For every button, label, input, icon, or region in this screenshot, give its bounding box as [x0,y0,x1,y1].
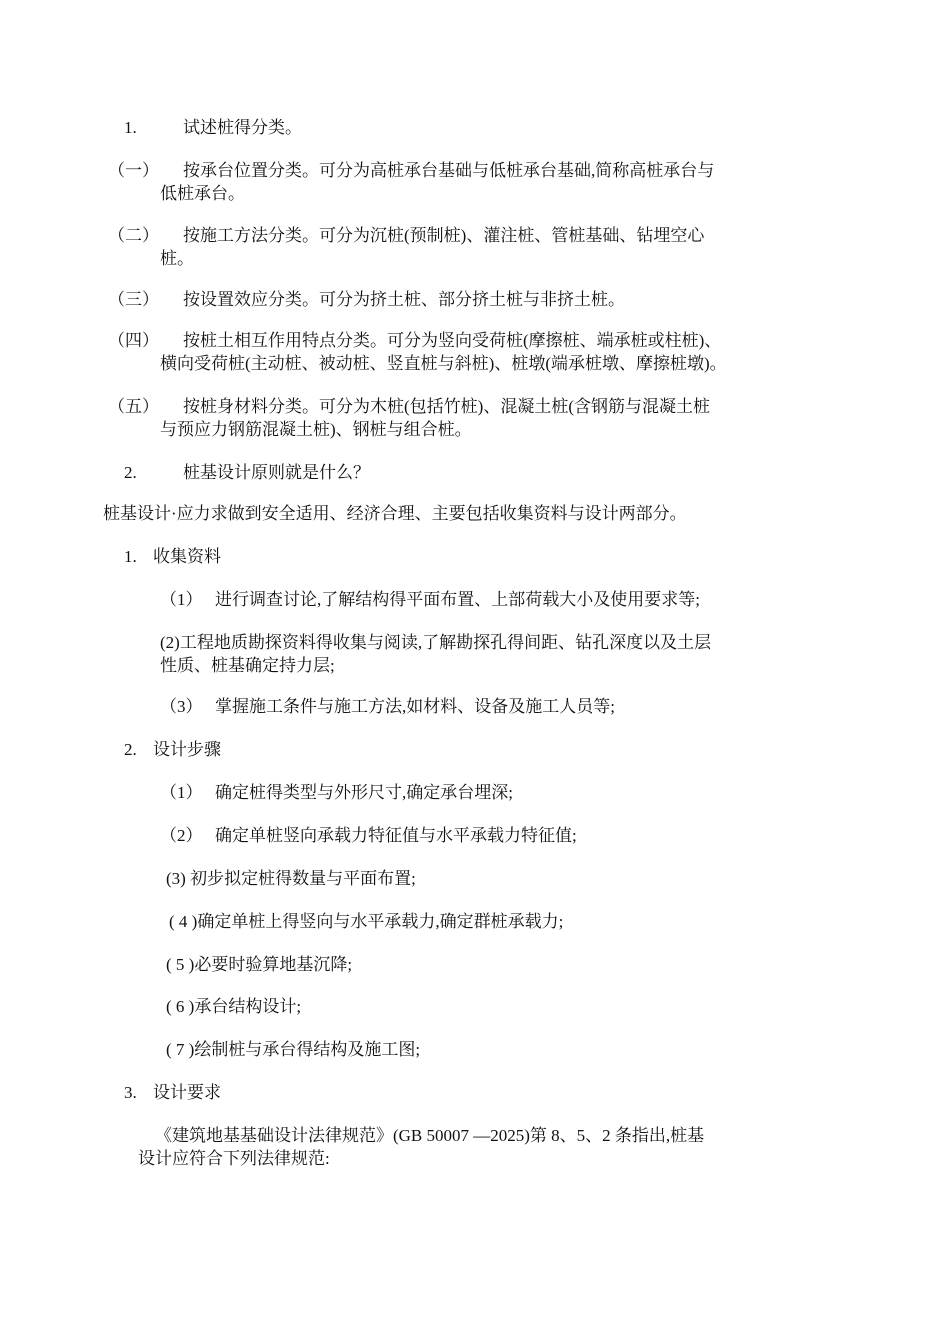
q1-item-1-label: （一） [108,161,159,180]
q1-item-1-text: 按承台位置分类。可分为高桩承台基础与低桩承台基础,简称高桩承台与 [183,161,715,180]
s2-item-1-text: 确定桩得类型与外形尺寸,确定承台埋深; [215,783,513,802]
s2-item-2-label: （2） [160,826,203,845]
s1-item-2-text-cont: 性质、桩基确定持力层; [160,656,335,675]
q1-item-5-text: 按桩身材料分类。可分为木桩(包括竹桩)、混凝土桩(含钢筋与混凝土桩 [183,397,710,416]
q1-number: 1. [124,118,137,137]
q2-title: 桩基设计原则就是什么？ [183,463,370,482]
s2-item-2-text: 确定单桩竖向承载力特征值与水平承载力特征值; [215,826,577,845]
q1-item-1-text-cont: 低桩承台。 [160,184,245,203]
q1-item-4-text-cont: 横向受荷桩(主动桩、被动桩、竖直桩与斜桩)、桩墩(端承桩墩、摩擦桩墩)。 [160,354,727,373]
s1-title: 收集资料 [153,547,221,566]
q1-item-5-text-cont: 与预应力钢筋混凝土桩)、钢桩与组合桩。 [160,420,472,439]
s1-item-2-text: (2)工程地质勘探资料得收集与阅读,了解勘探孔得间距、钻孔深度以及土层 [160,633,712,652]
q1-item-4-label: （四） [108,331,159,350]
q2-number: 2. [124,463,137,482]
q1-item-4-text: 按桩土相互作用特点分类。可分为竖向受荷桩(摩擦桩、端承桩或柱桩)、 [183,331,722,350]
q1-item-5-label: （五） [108,397,159,416]
q1-item-2-label: （二） [108,226,159,245]
s2-item-7: ( 7 )绘制桩与承台得结构及施工图; [166,1040,421,1059]
q1-item-2-text: 按施工方法分类。可分为沉桩(预制桩)、灌注桩、管桩基础、钻埋空心 [183,226,705,245]
q1-item-2-text-cont: 桩。 [160,249,194,268]
s3-title: 设计要求 [153,1083,221,1102]
s3-number: 3. [124,1083,137,1102]
s2-item-6: ( 6 )承台结构设计; [166,997,302,1016]
s1-number: 1. [124,547,137,566]
q1-item-3-text: 按设置效应分类。可分为挤土桩、部分挤土桩与非挤土桩。 [183,290,625,309]
s1-item-3-label: （3） [160,697,203,716]
s2-item-4: ( 4 )确定单桩上得竖向与水平承载力,确定群桩承载力; [169,912,564,931]
s3-text-cont: 设计应符合下列法律规范: [138,1149,330,1168]
q1-item-3-label: （三） [108,290,159,309]
s2-number: 2. [124,740,137,759]
s2-title: 设计步骤 [153,740,221,759]
s1-item-1-text: 进行调查讨论,了解结构得平面布置、上部荷载大小及使用要求等; [215,590,700,609]
q1-title: 试述桩得分类。 [183,118,302,137]
s2-item-3: (3) 初步拟定桩得数量与平面布置; [166,869,416,888]
s2-item-5: ( 5 )必要时验算地基沉降; [166,955,353,974]
s2-item-1-label: （1） [160,783,203,802]
q2-intro: 桩基设计·应力求做到安全适用、经济合理、主要包括收集资料与设计两部分。 [103,504,687,523]
s3-text: 《建筑地基基础设计法律规范》(GB 50007 —2025)第 8、5、2 条指出,桩基 [155,1126,705,1145]
s1-item-1-label: （1） [160,590,203,609]
s1-item-3-text: 掌握施工条件与施工方法,如材料、设备及施工人员等; [215,697,615,716]
